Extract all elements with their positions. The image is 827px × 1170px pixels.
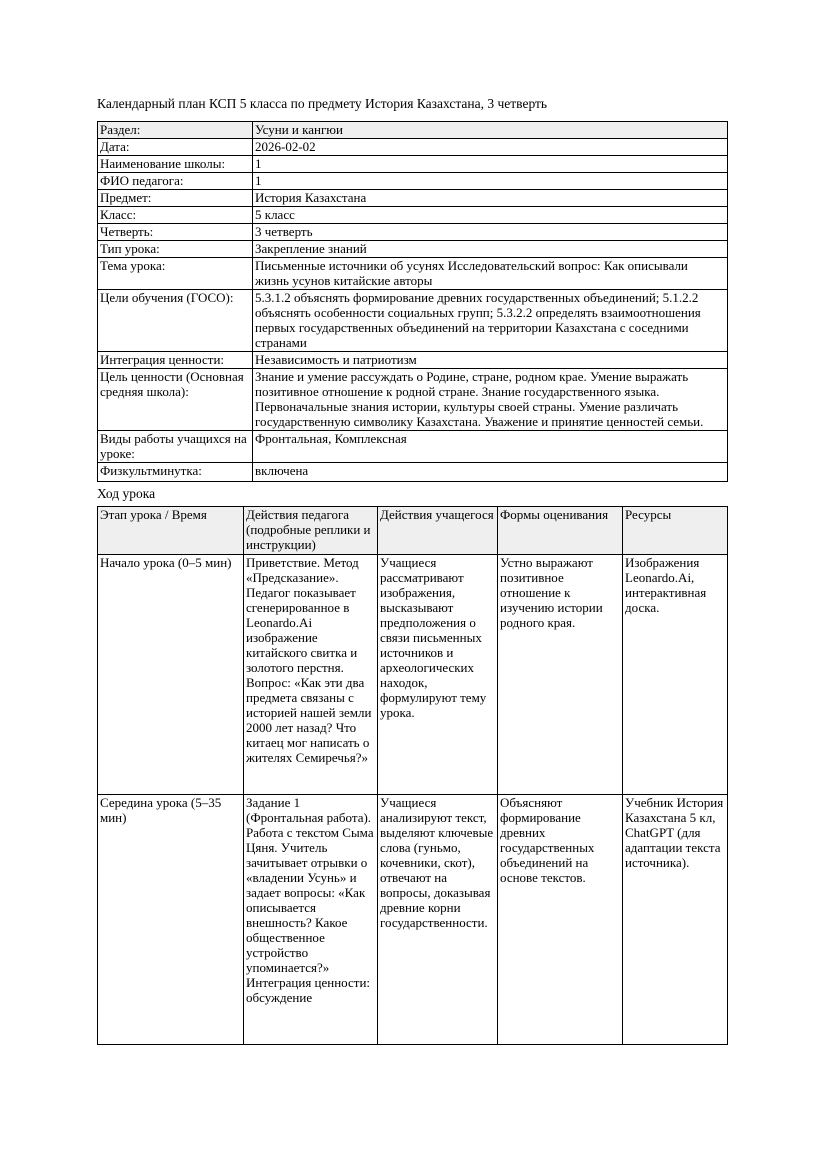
info-row-label: Четверть:: [98, 224, 253, 241]
info-table-row: [98, 122, 728, 139]
info-row-label: Цель ценности (Основная средняя школа):: [98, 369, 253, 431]
lesson-header-cell: Действия учащегося: [378, 507, 498, 555]
info-table-body: [98, 122, 728, 482]
info-row-value: 1: [253, 173, 728, 190]
info-row-value: 5 класс: [253, 207, 728, 224]
lesson-header-cell: Этап урока / Время: [98, 507, 244, 555]
assessment-cell: Устно выражают позитивное отношение к изучению истории родного края.: [498, 555, 623, 795]
info-row-value: Усуни и кангюи: [253, 122, 728, 139]
lesson-table-body: [98, 555, 728, 1045]
lesson-flow-table: [97, 506, 728, 1045]
info-row-value: включена: [253, 463, 728, 482]
info-row-label: Виды работы учащихся на уроке:: [98, 431, 253, 463]
info-row-value: 1: [253, 156, 728, 173]
info-table-row: [98, 463, 728, 482]
info-row-value: Независимость и патриотизм: [253, 352, 728, 369]
stage-cell: Начало урока (0–5 мин): [98, 555, 244, 795]
info-table-row: [98, 352, 728, 369]
document-title: Календарный план КСП 5 класса по предмету История Казахстана, 3 четверть: [97, 96, 548, 111]
teacher-actions-cell: Приветствие. Метод «Предсказание». Педагог показывает сгенерированное в Leonardo.Ai изображение китайского свитка и золотого перстня. Вопрос: «Как эти два предмета связаны с историей нашей земли 2000 лет назад? Что китаец мог написать о жителях Семиречья?»: [244, 555, 378, 795]
info-row-value: 5.3.1.2 объяснять формирование древних государственных объединений; 5.1.2.2 объяснять особенности социальных групп; 5.3.2.2 определять взаимоотношения первых государственных объединений на территории Казахстана с соседними странами: [253, 290, 728, 352]
section-heading: Ход урока: [97, 486, 156, 501]
lesson-header-cell: Ресурсы: [623, 507, 728, 555]
info-table-row: [98, 258, 728, 290]
info-table-row: [98, 431, 728, 463]
stage-cell: Середина урока (5–35 мин): [98, 795, 244, 1045]
lesson-table-row: [98, 555, 728, 795]
info-row-value: Письменные источники об усунях Исследовательский вопрос: Как описывали жизнь усунов китайские авторы: [253, 258, 728, 290]
info-table-row: [98, 173, 728, 190]
info-row-label: Тип урока:: [98, 241, 253, 258]
info-row-label: Предмет:: [98, 190, 253, 207]
info-row-value: 2026-02-02: [253, 139, 728, 156]
teacher-actions-cell: Задание 1 (Фронтальная работа). Работа с текстом Сыма Цяня. Учитель зачитывает отрывки о «владении Усунь» и задает вопросы: «Как описывается внешность? Какое общественное устройство упоминается?» Интеграция ценности: обсуждение: [244, 795, 378, 1045]
lesson-header-cell: Действия педагога (подробные реплики и инструкции): [244, 507, 378, 555]
info-table-row: [98, 241, 728, 258]
info-row-value: Фронтальная, Комплексная: [253, 431, 728, 463]
info-row-value: История Казахстана: [253, 190, 728, 207]
info-table-row: [98, 139, 728, 156]
info-table-row: [98, 190, 728, 207]
info-table-row: [98, 156, 728, 173]
lesson-header-cell: Формы оценивания: [498, 507, 623, 555]
info-row-label: Раздел:: [98, 122, 253, 139]
info-row-label: Физкультминутка:: [98, 463, 253, 482]
info-row-label: Тема урока:: [98, 258, 253, 290]
student-actions-cell: Учащиеся анализируют текст, выделяют ключевые слова (гуньмо, кочевники, скот), отвечают на вопросы, доказывая древние корни государственности.: [378, 795, 498, 1045]
info-row-label: Дата:: [98, 139, 253, 156]
lesson-table-row: [98, 795, 728, 1045]
info-row-label: Класс:: [98, 207, 253, 224]
student-actions-cell: Учащиеся рассматривают изображения, высказывают предположения о связи письменных источников и археологических находок, формулируют тему урока.: [378, 555, 498, 795]
info-row-label: Наименование школы:: [98, 156, 253, 173]
info-row-label: Цели обучения (ГОСО):: [98, 290, 253, 352]
info-row-label: Интеграция ценности:: [98, 352, 253, 369]
resources-cell: Изображения Leonardo.Ai, интерактивная доска.: [623, 555, 728, 795]
resources-cell: Учебник История Казахстана 5 кл, ChatGPT (для адаптации текста источника).: [623, 795, 728, 1045]
info-table-row: [98, 207, 728, 224]
lesson-table-header-row: [98, 507, 728, 555]
info-row-label: ФИО педагога:: [98, 173, 253, 190]
assessment-cell: Объясняют формирование древних государственных объединений на основе текстов.: [498, 795, 623, 1045]
info-row-value: Знание и умение рассуждать о Родине, стране, родном крае. Умение выражать позитивное отношение к родной стране. Знание государственного языка. Первоначальные знания истории, культуры своей страны. Умение различать государственную символику Казахстана. Уважение и принятие ценностей семьи.: [253, 369, 728, 431]
lesson-info-table: [97, 121, 728, 482]
info-table-row: [98, 369, 728, 431]
info-row-value: Закрепление знаний: [253, 241, 728, 258]
info-table-row: [98, 224, 728, 241]
info-row-value: 3 четверть: [253, 224, 728, 241]
info-table-row: [98, 290, 728, 352]
